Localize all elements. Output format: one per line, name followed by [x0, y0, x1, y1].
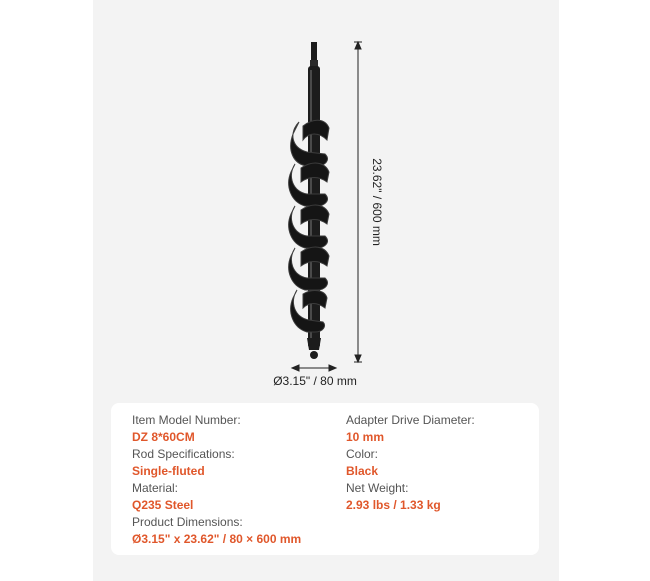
spec-value: Black	[346, 464, 379, 478]
spec-value: DZ 8*60CM	[132, 430, 195, 444]
specs-column-left	[132, 412, 301, 548]
auger-drawing	[93, 0, 559, 400]
diameter-dimension-label: Ø3.15" / 80 mm	[273, 374, 357, 388]
spec-value: 10 mm	[346, 430, 385, 444]
spec-label: Adapter Drive Diameter:	[346, 413, 475, 427]
spec-label: Color:	[346, 447, 379, 461]
spec-label: Product Dimensions:	[132, 515, 243, 529]
auger-tip	[307, 338, 321, 350]
length-dimension-line	[354, 42, 362, 362]
hex-shank	[311, 42, 317, 62]
spec-adapter-drive-diameter	[346, 412, 475, 446]
spec-label: Net Weight:	[346, 481, 409, 495]
length-dimension-label: 23.62" / 600 mm	[370, 158, 384, 246]
spec-value: Single-fluted	[132, 464, 205, 478]
product-illustration	[93, 0, 559, 400]
spec-value: 2.93 lbs / 1.33 kg	[346, 498, 441, 512]
diameter-dimension-line	[292, 365, 336, 371]
spec-value: Ø3.15" x 23.62" / 80 × 600 mm	[132, 532, 302, 546]
specifications-card	[111, 403, 539, 555]
spec-material	[132, 480, 301, 514]
product-info-panel	[93, 0, 559, 581]
specs-column-right	[346, 412, 475, 514]
spec-net-weight	[346, 480, 475, 514]
spec-label: Rod Specifications:	[132, 447, 235, 461]
earth-auger-drill-bit-icon	[289, 42, 329, 359]
spec-label: Item Model Number:	[132, 413, 241, 427]
spec-label: Material:	[132, 481, 179, 495]
spec-rod-specifications	[132, 446, 301, 480]
spec-value: Q235 Steel	[132, 498, 194, 512]
spec-item-model-number	[132, 412, 301, 446]
spec-color	[346, 446, 475, 480]
spec-product-dimensions	[132, 514, 301, 548]
pilot-point	[310, 351, 318, 359]
